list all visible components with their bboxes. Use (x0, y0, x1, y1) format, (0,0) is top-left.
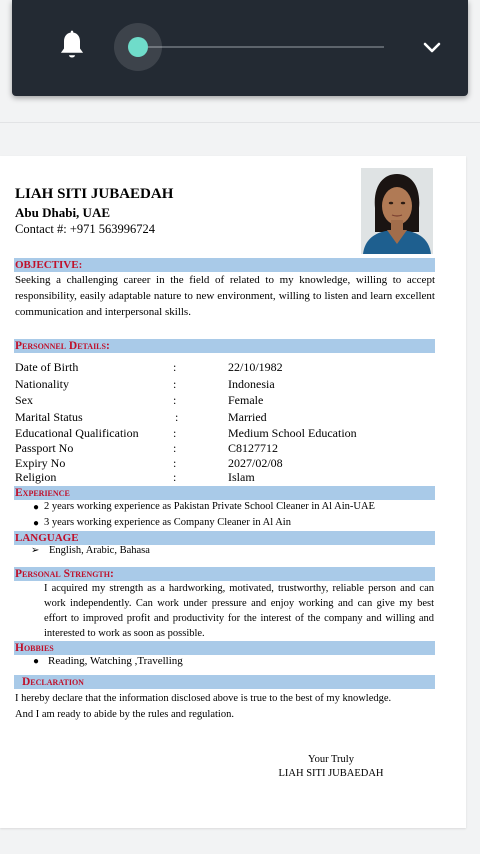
signature-closing: Your Truly (308, 754, 354, 765)
detail-row: Nationality : Indonesia (15, 377, 275, 391)
chevron-down-icon[interactable] (420, 36, 444, 60)
arrow-bullet-icon: ➢ (31, 545, 40, 556)
objective-heading: OBJECTIVE: (14, 258, 435, 272)
personal-strength-heading: Personal Strength: (14, 567, 435, 581)
bell-icon[interactable] (57, 30, 87, 62)
bullet-icon: ● (33, 518, 40, 529)
declaration-line: And I am ready to abide by the rules and regulation. (15, 709, 234, 720)
detail-row: Marital Status : Married (15, 410, 267, 424)
detail-row: Religion : Islam (15, 470, 255, 484)
applicant-contact: Contact #: +971 563996724 (15, 222, 156, 236)
declaration-line: I hereby declare that the information disclosed above is true to the best of my knowledge. (15, 693, 392, 704)
experience-item: 3 years working experience as Company Cleaner in Al Ain (44, 517, 291, 528)
volume-slider-track[interactable] (138, 46, 384, 48)
objective-text: Seeking a challenging career in the field of related to my knowledge, willing to accept responsibility, easily adaptable nature to new environment, willing to listen and learn excellent communication and interpersonal skills. (15, 274, 435, 318)
language-item: English, Arabic, Bahasa (49, 545, 150, 556)
applicant-photo (361, 168, 433, 254)
detail-row: Passport No : C8127712 (15, 441, 279, 455)
language-heading: LANGUAGE (14, 531, 435, 545)
signature-name: LIAH SITI JUBAEDAH (278, 768, 384, 779)
detail-row: Expiry No : 2027/02/08 (15, 456, 283, 470)
detail-row: Educational Qualification : Medium School Education (15, 426, 357, 440)
bullet-icon: ● (33, 656, 40, 667)
experience-item: 2 years working experience as Pakistan Private School Cleaner in Al Ain-UAE (44, 501, 375, 512)
bullet-icon: ● (33, 502, 40, 513)
hobbies-heading: Hobbies (14, 641, 435, 655)
declaration-heading: Declaration (14, 675, 435, 689)
detail-row: Date of Birth : 22/10/1982 (15, 360, 283, 374)
volume-slider-thumb[interactable] (128, 37, 148, 57)
notification-volume-panel (12, 0, 468, 96)
detail-row: Sex : Female (15, 393, 264, 407)
applicant-name: LIAH SITI JUBAEDAH (15, 186, 174, 202)
applicant-location: Abu Dhabi, UAE (15, 205, 111, 220)
personal-strength-text: I acquired my strength as a hardworking, motivated, trustworthy, reliable person and can work independently. Can work under pressure and enjoy working and can give my best effort to improved profit and productivity for the interest of the company and willing and interested to work as soon as possible. (44, 583, 434, 639)
personal-details-heading: Personnel Details: (14, 339, 435, 353)
experience-heading: Experience (14, 486, 435, 500)
divider (0, 122, 480, 123)
resume-document[interactable] (0, 156, 466, 828)
hobbies-item: Reading, Watching ,Travelling (48, 655, 183, 667)
